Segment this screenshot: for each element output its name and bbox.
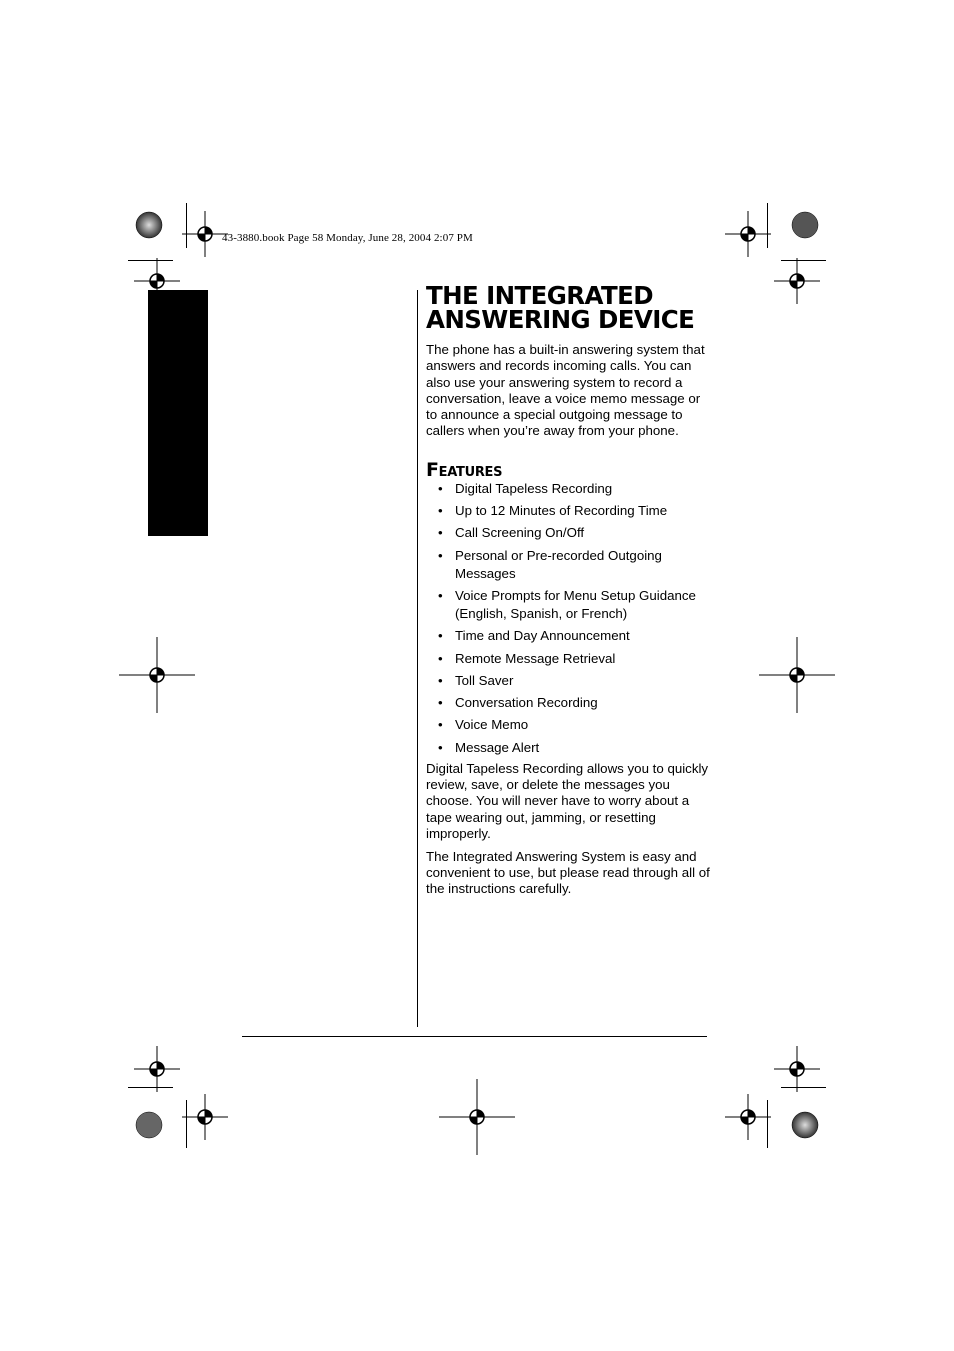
features-heading: Features	[426, 458, 503, 481]
column-rule	[417, 290, 418, 1027]
list-item: • Up to 12 Minutes of Recording Time	[426, 502, 711, 520]
crosshair-icon	[774, 258, 820, 304]
crosshair-icon	[725, 1094, 771, 1140]
list-item: • Remote Message Retrieval	[426, 650, 711, 668]
list-item: • Personal or Pre-recorded Outgoing Messages	[426, 547, 711, 583]
page-title	[426, 281, 711, 334]
crosshair-icon	[134, 1046, 180, 1092]
main-content	[426, 281, 711, 905]
list-item: • Time and Day Announcement	[426, 627, 711, 645]
print-header: 43-3880.book Page 58 Monday, June 28, 2004 2:07 PM	[222, 232, 473, 244]
crosshair-icon	[725, 211, 771, 257]
intro-paragraph: The phone has a built-in answering system that answers and records incoming calls. You can also use your answering system to record a conversation, leave a voice memo message or to announce a special outgoing message to callers when you’re away from your phone.	[426, 342, 705, 439]
features-list	[426, 480, 711, 757]
crosshair-icon	[182, 1094, 228, 1140]
list-item: • Conversation Recording	[426, 694, 711, 712]
crosshair-icon	[774, 1046, 820, 1092]
crosshair-icon	[439, 1079, 515, 1155]
body-paragraph-1: Digital Tapeless Recording allows you to quickly review, save, or delete the messages you choose. You will never have to worry about a tape wearing out, jamming, or resetting improperly.	[426, 761, 709, 841]
chapter-tab	[148, 290, 208, 536]
footer-rule	[242, 1036, 707, 1037]
list-item: • Message Alert	[426, 739, 711, 757]
list-item: • Toll Saver	[426, 672, 711, 690]
list-item: • Voice Prompts for Menu Setup Guidance (English, Spanish, or French)	[426, 587, 711, 623]
list-item: • Voice Memo	[426, 716, 711, 734]
body-paragraph-2: The Integrated Answering System is easy and convenient to use, but please read through all of the instructions carefully.	[426, 849, 710, 897]
title-line-1: THE INTEGRATED	[426, 281, 653, 310]
title-line-2: ANSWERING DEVICE	[426, 305, 695, 334]
crosshair-icon	[759, 637, 835, 713]
crosshair-icon	[119, 637, 195, 713]
list-item: • Digital Tapeless Recording	[426, 480, 711, 498]
list-item: • Call Screening On/Off	[426, 524, 711, 542]
